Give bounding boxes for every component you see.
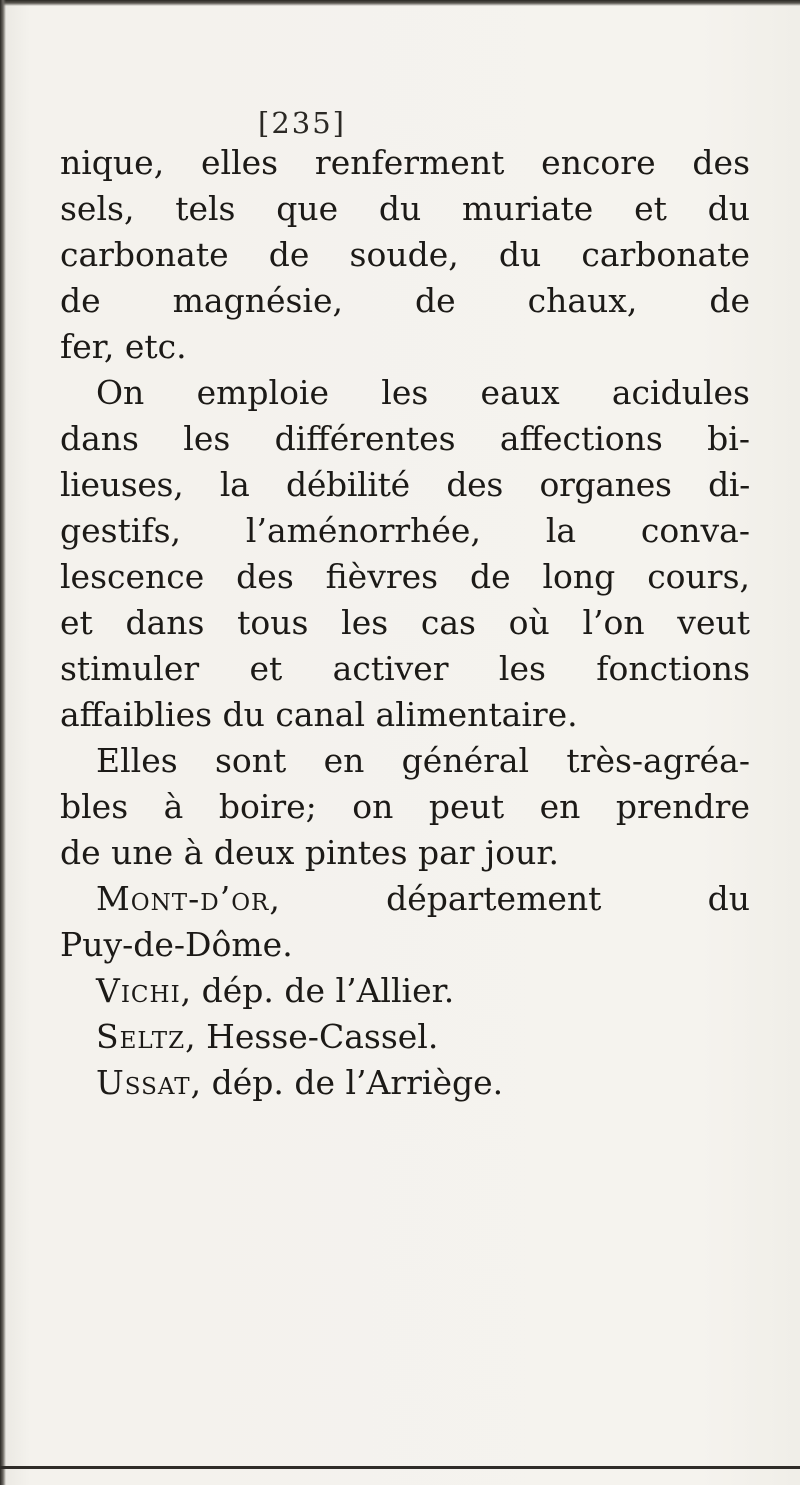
text-line: bles à boire; on peut en prendre: [60, 787, 750, 826]
spa-location: Puy-de-Dôme.: [60, 925, 293, 964]
text-line: lieuses, la débilité des organes di-: [60, 465, 750, 504]
spa-location: , Hesse-Cassel.: [185, 1017, 439, 1056]
text-line: stimuler et activer les fonctions: [60, 649, 750, 688]
spa-entry-continuation: [60, 922, 750, 968]
text-line: et dans tous les cas où l’on veut: [60, 603, 750, 642]
text-line: Elles sont en général très-agréa-: [96, 741, 750, 780]
text-line: gestifs, l’aménorrhée, la conva-: [60, 511, 750, 550]
page-binding-edge: [0, 0, 6, 1485]
text-line: de magnésie, de chaux, de: [60, 281, 750, 320]
spa-name: Vichi: [96, 971, 181, 1010]
spa-entry-seltz: [60, 1014, 750, 1060]
text-line: nique, elles renferment encore des: [60, 143, 750, 182]
spa-name: Ussat: [96, 1063, 191, 1102]
spa-entry-ussat: [60, 1060, 750, 1106]
page-top-edge: [0, 0, 800, 6]
page-bottom-rule: [0, 1466, 800, 1469]
spa-entry-mont-dor: [60, 876, 750, 922]
text-line: On emploie les eaux acidules: [96, 373, 750, 412]
text-line: dans les différentes affections bi-: [60, 419, 750, 458]
text-line: sels, tels que du muriate et du: [60, 189, 750, 228]
spa-location: , dép. de l’Allier.: [180, 971, 455, 1010]
text-line: carbonate de soude, du carbonate: [60, 235, 750, 274]
spa-entry-vichi: [60, 968, 750, 1014]
body-text: [60, 140, 750, 1106]
spa-name: Seltz: [96, 1017, 186, 1056]
text-line: lescence des fièvres de long cours,: [60, 557, 750, 596]
spa-location: , dép. de l’Arriège.: [190, 1063, 504, 1102]
text-line: affaiblies du canal alimentaire.: [60, 695, 578, 734]
text-line: fer, etc.: [60, 327, 187, 366]
spa-location: , département du: [269, 879, 750, 918]
spa-name: Mont-d’or: [96, 879, 270, 918]
text-line: de une à deux pintes par jour.: [60, 833, 560, 872]
page-number: [235]: [258, 106, 346, 140]
